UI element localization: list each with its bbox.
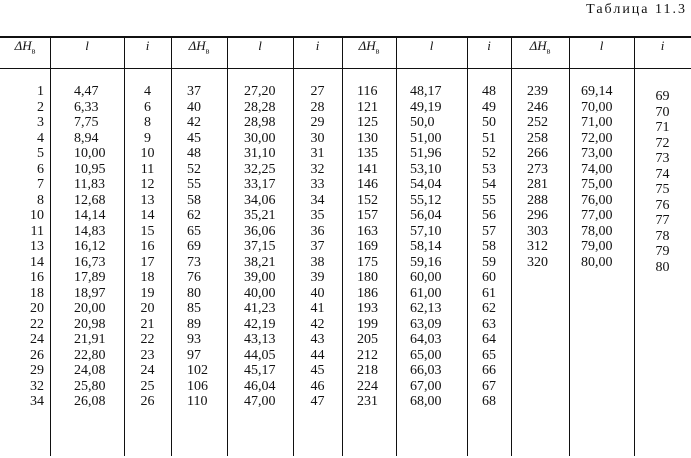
table-cell: 51,96 xyxy=(410,146,442,161)
table-cell: 46 xyxy=(310,378,325,394)
table-cell: 66 xyxy=(482,363,496,378)
table-cell: 22 xyxy=(140,332,155,347)
table-cell: 59 xyxy=(482,254,496,270)
table-cell: 16 xyxy=(140,239,155,254)
table-cell: 51,00 xyxy=(410,130,442,146)
table-cell: 125 xyxy=(357,115,378,130)
table-cell: 41 xyxy=(310,301,325,316)
table-cell: 35 xyxy=(310,208,325,223)
table-cell: 152 xyxy=(357,192,378,208)
table-cell: 246 xyxy=(527,99,548,115)
table-cell: 25,80 xyxy=(74,378,106,394)
table-cell: 9 xyxy=(144,130,151,146)
table-cell: 42 xyxy=(310,316,325,332)
table-cell: 26 xyxy=(30,347,44,363)
table-cell: 65 xyxy=(482,347,496,363)
column-dh-2 xyxy=(187,84,227,410)
table-cell: 42,19 xyxy=(244,316,276,332)
table-cell: 186 xyxy=(357,285,378,301)
table-cell: 40 xyxy=(310,285,325,301)
table-cell: 56 xyxy=(482,208,496,223)
table-cell: 54 xyxy=(482,177,496,192)
table-caption: Таблица 11.3 xyxy=(586,2,687,17)
table-cell: 33,17 xyxy=(244,177,276,192)
table-cell: 58,14 xyxy=(410,239,442,254)
table-cell: 27 xyxy=(310,84,325,99)
header-i-4: i xyxy=(660,38,665,53)
table-cell: 71 xyxy=(655,120,670,135)
table-cell: 8 xyxy=(37,192,44,208)
table-cell: 303 xyxy=(527,223,548,239)
table-cell: 110 xyxy=(187,394,208,409)
table-cell: 62 xyxy=(482,301,496,316)
header-dh-1: $\Delta H_в$ xyxy=(14,38,36,56)
table-cell: 38,21 xyxy=(244,254,276,270)
header-dh-3: $\Delta H_в$ xyxy=(358,38,380,56)
table-cell: 77,00 xyxy=(581,208,613,223)
table-cell: 18 xyxy=(30,285,44,301)
table-cell: 45,17 xyxy=(244,363,276,378)
table-cell: 42 xyxy=(187,115,201,130)
table-cell: 75,00 xyxy=(581,177,613,192)
table-cell: 130 xyxy=(357,130,378,146)
table-cell: 34 xyxy=(310,192,325,208)
table-cell: 74,00 xyxy=(581,161,613,177)
table-cell: 75 xyxy=(655,182,670,197)
table-cell: 74 xyxy=(655,166,670,182)
table-cell: 33 xyxy=(310,177,325,192)
table-cell: 64 xyxy=(482,332,496,347)
table-cell: 121 xyxy=(357,99,378,115)
table-cell: 97 xyxy=(187,347,201,363)
header-rule xyxy=(0,68,691,69)
table-cell: 73 xyxy=(655,151,670,166)
table-cell: 10,00 xyxy=(74,146,106,161)
table-cell: 93 xyxy=(187,332,201,347)
table-cell: 56,04 xyxy=(410,208,442,223)
column-i-2 xyxy=(293,84,342,410)
header-l-4: l xyxy=(599,38,604,53)
header-l-3: l xyxy=(429,38,434,53)
table-cell: 1 xyxy=(37,84,44,99)
table-cell: 8,94 xyxy=(74,130,99,146)
table-cell: 11 xyxy=(140,161,155,177)
table-cell: 252 xyxy=(527,115,548,130)
table-cell: 6 xyxy=(37,161,44,177)
header-l-1: l xyxy=(85,38,89,53)
table-cell: 11,83 xyxy=(74,177,105,192)
table-cell: 4 xyxy=(37,130,44,146)
table-cell: 34,06 xyxy=(244,192,276,208)
table-cell: 4,47 xyxy=(74,84,99,99)
table-cell: 175 xyxy=(357,254,378,270)
table-cell: 48 xyxy=(482,84,496,99)
table-cell: 68 xyxy=(482,394,496,409)
table-cell: 24,08 xyxy=(74,363,106,378)
table-cell: 72,00 xyxy=(581,130,613,146)
table-cell: 60 xyxy=(482,270,496,285)
table-cell: 61 xyxy=(482,285,496,301)
table-cell: 23 xyxy=(140,347,155,363)
table-cell: 288 xyxy=(527,192,548,208)
group-divider xyxy=(511,36,512,456)
table-cell: 50 xyxy=(482,115,496,130)
table-cell: 4 xyxy=(144,84,151,99)
table-cell: 65 xyxy=(187,223,201,239)
table-cell: 37 xyxy=(310,239,325,254)
table-cell: 199 xyxy=(357,316,378,332)
table-cell: 212 xyxy=(357,347,378,363)
table-cell: 59,16 xyxy=(410,254,442,270)
table-cell: 13 xyxy=(140,192,155,208)
table-cell: 5 xyxy=(37,146,44,161)
group-divider xyxy=(171,36,172,456)
table-cell: 31,10 xyxy=(244,146,276,161)
table-cell: 106 xyxy=(187,378,208,394)
table-cell: 80,00 xyxy=(581,254,613,270)
table-cell: 239 xyxy=(527,84,548,99)
table-cell: 21,91 xyxy=(74,332,106,347)
table-cell: 163 xyxy=(357,223,378,239)
table-cell: 70 xyxy=(655,104,670,120)
table-cell: 20 xyxy=(30,301,44,316)
table-cell: 16,73 xyxy=(74,254,106,270)
table-cell: 51 xyxy=(482,130,496,146)
column-i-3 xyxy=(467,84,511,410)
table-cell: 12 xyxy=(140,177,155,192)
table-cell: 26 xyxy=(140,394,155,409)
header-dh-4: $\Delta H_в$ xyxy=(529,38,551,56)
table-cell: 7,75 xyxy=(74,115,99,130)
table-cell: 29 xyxy=(30,363,44,378)
table-cell: 77 xyxy=(655,213,670,228)
table-cell: 55 xyxy=(187,177,201,192)
table-cell: 44,05 xyxy=(244,347,276,363)
table-cell: 231 xyxy=(357,394,378,409)
column-l-4 xyxy=(581,84,634,270)
table-cell: 2 xyxy=(37,99,44,115)
table-cell: 14,83 xyxy=(74,223,106,239)
table-cell: 11 xyxy=(30,223,44,239)
table-cell: 79 xyxy=(655,244,670,259)
table-cell: 43 xyxy=(310,332,325,347)
table-cell: 46,04 xyxy=(244,378,276,394)
table-cell: 180 xyxy=(357,270,378,285)
header-i-1: i xyxy=(145,38,150,53)
table-cell: 43,13 xyxy=(244,332,276,347)
table-cell: 20,00 xyxy=(74,301,106,316)
col-divider xyxy=(569,36,570,456)
table-cell: 13 xyxy=(30,239,44,254)
table-cell: 78 xyxy=(655,228,670,244)
column-dh-1 xyxy=(0,84,44,410)
table-cell: 17 xyxy=(140,254,155,270)
table-cell: 31 xyxy=(310,146,325,161)
table-cell: 45 xyxy=(187,130,201,146)
table-cell: 7 xyxy=(37,177,44,192)
table-cell: 76 xyxy=(655,197,670,213)
table-cell: 35,21 xyxy=(244,208,276,223)
table-cell: 63,09 xyxy=(410,316,442,332)
table-cell: 47,00 xyxy=(244,394,276,409)
table-cell: 76,00 xyxy=(581,192,613,208)
table-cell: 47 xyxy=(310,394,325,409)
table-cell: 58 xyxy=(187,192,201,208)
table-cell: 78,00 xyxy=(581,223,613,239)
table-cell: 40 xyxy=(187,99,201,115)
column-dh-3 xyxy=(357,84,396,410)
table-cell: 69,14 xyxy=(581,84,613,99)
table-cell: 6,33 xyxy=(74,99,99,115)
header-dh-2: $\Delta H_в$ xyxy=(188,38,210,56)
table-cell: 21 xyxy=(140,316,155,332)
table-cell: 48 xyxy=(187,146,201,161)
table-cell: 27,20 xyxy=(244,84,276,99)
column-l-3 xyxy=(410,84,467,410)
col-divider xyxy=(396,36,397,456)
table-cell: 135 xyxy=(357,146,378,161)
table-cell: 62,13 xyxy=(410,301,442,316)
table-cell: 28,98 xyxy=(244,115,276,130)
col-divider xyxy=(50,36,51,456)
table-cell: 320 xyxy=(527,254,548,270)
table-cell: 62 xyxy=(187,208,201,223)
table-cell: 41,23 xyxy=(244,301,276,316)
table-cell: 102 xyxy=(187,363,208,378)
table-cell: 20,98 xyxy=(74,316,106,332)
column-l-1 xyxy=(74,84,124,410)
table-cell: 38 xyxy=(310,254,325,270)
table-cell: 266 xyxy=(527,146,548,161)
table-cell: 22 xyxy=(30,316,44,332)
table-cell: 14,14 xyxy=(74,208,106,223)
table-cell: 28 xyxy=(310,99,325,115)
table-cell: 53 xyxy=(482,161,496,177)
table-cell: 69 xyxy=(655,89,670,104)
table-cell: 89 xyxy=(187,316,201,332)
table-cell: 20 xyxy=(140,301,155,316)
table-cell: 14 xyxy=(140,208,155,223)
table-cell: 6 xyxy=(144,99,151,115)
table-cell: 52 xyxy=(187,161,201,177)
table-cell: 116 xyxy=(357,84,378,99)
table-cell: 28,28 xyxy=(244,99,276,115)
table-cell: 24 xyxy=(140,363,155,378)
table-cell: 224 xyxy=(357,378,378,394)
table-cell: 205 xyxy=(357,332,378,347)
table-cell: 296 xyxy=(527,208,548,223)
column-dh-4 xyxy=(527,84,569,270)
table-cell: 49,19 xyxy=(410,99,442,115)
table-cell: 57 xyxy=(482,223,496,239)
table-cell: 79,00 xyxy=(581,239,613,254)
table-cell: 58 xyxy=(482,239,496,254)
table-cell: 3 xyxy=(37,115,44,130)
table-cell: 10 xyxy=(140,146,155,161)
table-cell: 36 xyxy=(310,223,325,239)
table-cell: 24 xyxy=(30,332,44,347)
table-cell: 67,00 xyxy=(410,378,442,394)
table-cell: 146 xyxy=(357,177,378,192)
table-cell: 48,17 xyxy=(410,84,442,99)
table-cell: 273 xyxy=(527,161,548,177)
group-divider xyxy=(342,36,343,456)
table-cell: 141 xyxy=(357,161,378,177)
table-cell: 10,95 xyxy=(74,161,106,177)
table-cell: 65,00 xyxy=(410,347,442,363)
table-cell: 12,68 xyxy=(74,192,106,208)
table-cell: 32 xyxy=(310,161,325,177)
table-cell: 281 xyxy=(527,177,548,192)
table-cell: 68,00 xyxy=(410,394,442,409)
table-cell: 39,00 xyxy=(244,270,276,285)
table-cell: 32,25 xyxy=(244,161,276,177)
table-cell: 10 xyxy=(30,208,44,223)
table-cell: 30 xyxy=(310,130,325,146)
table-cell: 258 xyxy=(527,130,548,146)
header-l-2: l xyxy=(258,38,262,53)
col-divider xyxy=(227,36,228,456)
table-cell: 29 xyxy=(310,115,325,130)
table-cell: 8 xyxy=(144,115,151,130)
header-i-2: i xyxy=(315,38,320,53)
table-cell: 14 xyxy=(30,254,44,270)
column-i-1 xyxy=(124,84,171,410)
table-cell: 45 xyxy=(310,363,325,378)
table-cell: 71,00 xyxy=(581,115,613,130)
table-cell: 70,00 xyxy=(581,99,613,115)
column-l-2 xyxy=(244,84,293,410)
table-cell: 15 xyxy=(140,223,155,239)
table-cell: 60,00 xyxy=(410,270,442,285)
table-cell: 32 xyxy=(30,378,44,394)
table-cell: 218 xyxy=(357,363,378,378)
table-cell: 54,04 xyxy=(410,177,442,192)
table-cell: 17,89 xyxy=(74,270,106,285)
table-cell: 157 xyxy=(357,208,378,223)
table-cell: 22,80 xyxy=(74,347,106,363)
table-cell: 49 xyxy=(482,99,496,115)
column-i-4 xyxy=(634,89,691,275)
table-cell: 50,0 xyxy=(410,115,435,130)
table-cell: 16 xyxy=(30,270,44,285)
table-cell: 63 xyxy=(482,316,496,332)
table-cell: 76 xyxy=(187,270,201,285)
table-cell: 55,12 xyxy=(410,192,442,208)
table-cell: 16,12 xyxy=(74,239,106,254)
table-cell: 169 xyxy=(357,239,378,254)
table-cell: 37 xyxy=(187,84,201,99)
table-cell: 53,10 xyxy=(410,161,442,177)
table-cell: 52 xyxy=(482,146,496,161)
table-cell: 72 xyxy=(655,135,670,151)
table-cell: 69 xyxy=(187,239,201,254)
table-cell: 34 xyxy=(30,394,44,409)
table-cell: 312 xyxy=(527,239,548,254)
table-cell: 55 xyxy=(482,192,496,208)
table-cell: 73 xyxy=(187,254,201,270)
table-cell: 18 xyxy=(140,270,155,285)
table-cell: 66,03 xyxy=(410,363,442,378)
table-cell: 64,03 xyxy=(410,332,442,347)
table-cell: 26,08 xyxy=(74,394,106,409)
table-cell: 19 xyxy=(140,285,155,301)
table-cell: 25 xyxy=(140,378,155,394)
table-cell: 39 xyxy=(310,270,325,285)
table-cell: 40,00 xyxy=(244,285,276,301)
table-cell: 80 xyxy=(655,259,670,275)
table-cell: 73,00 xyxy=(581,146,613,161)
table-cell: 36,06 xyxy=(244,223,276,239)
header-i-3: i xyxy=(487,38,491,53)
table-cell: 57,10 xyxy=(410,223,442,239)
table-cell: 61,00 xyxy=(410,285,442,301)
table-cell: 37,15 xyxy=(244,239,276,254)
table-cell: 80 xyxy=(187,285,201,301)
table-cell: 30,00 xyxy=(244,130,276,146)
table-cell: 85 xyxy=(187,301,201,316)
table-cell: 18,97 xyxy=(74,285,106,301)
table-cell: 193 xyxy=(357,301,378,316)
table-cell: 44 xyxy=(310,347,325,363)
table-cell: 67 xyxy=(482,378,496,394)
